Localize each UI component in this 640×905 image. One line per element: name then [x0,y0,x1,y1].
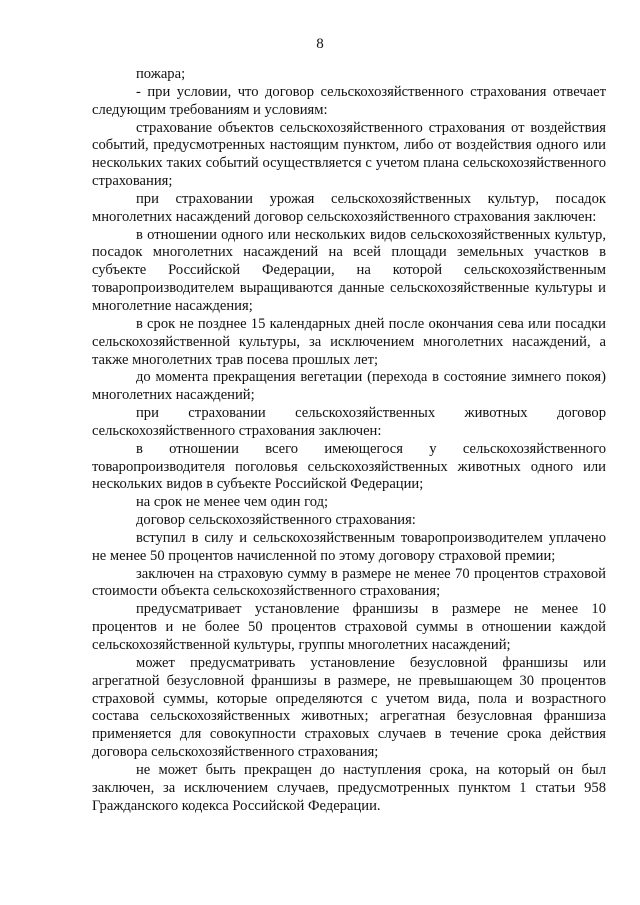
paragraph-7: до момента прекращения вегетации (перехода в состояние зимнего покоя) многолетних насаждений; [92,369,606,404]
document-body [92,66,606,815]
paragraph-4: при страховании урожая сельскохозяйственных культур, посадок многолетних насаждений договор сельскохозяйственного страхования заключен: [92,190,606,225]
paragraph-14: предусматривает установление франшизы в размере не менее 10 процентов и не более 50 процентов страховой суммы в отношении каждой сельскохозяйственной культуры, группы многолетних насаждений; [92,601,606,653]
paragraph-5: в отношении одного или нескольких видов сельскохозяйственных культур, посадок многолетних насаждений на всей площади земельных участков в субъекте Российской Федерации, на которой сельскохозяйственным товаропроизводителем выращиваются данные сельскохозяйственные культуры и многолетние насаждения; [92,226,606,314]
paragraph-15: может предусматривать установление безусловной франшизы или агрегатной безусловной франшизы в размере, не превышающем 30 процентов страховой суммы, которые определяются с учетом вида, пола и возрастного состава сельскохозяйственных животных; агрегатная безусловная франшиза применяется для совокупности страховых случаев в течение срока действия договора сельскохозяйственного страхования; [92,654,606,761]
paragraph-13: заключен на страховую сумму в размере не менее 70 процентов страховой стоимости объекта сельскохозяйственного страхования; [92,565,606,600]
paragraph-12: вступил в силу и сельскохозяйственным товаропроизводителем уплачено не менее 50 процентов начисленной по этому договору страховой премии; [92,529,606,564]
paragraph-9: в отношении всего имеющегося у сельскохозяйственного товаропроизводителя поголовья сельскохозяйственных животных одного или нескольких видов в субъекте Российской Федерации; [92,440,606,493]
paragraph-6: в срок не позднее 15 календарных дней после окончания сева или посадки сельскохозяйственной культуры, за исключением многолетних насаждений, а также многолетних трав посева прошлых лет; [92,315,606,368]
paragraph-16: не может быть прекращен до наступления срока, на который он был заключен, за исключением случаев, предусмотренных пунктом 1 статьи 958 Гражданского кодекса Российской Федерации. [92,761,606,814]
page-number: 8 [316,36,324,52]
paragraph-2: - при условии, что договор сельскохозяйственного страхования отвечает следующим требованиям и условиям: [92,83,606,118]
paragraph-3: страхование объектов сельскохозяйственного страхования от воздействия событий, предусмотренных настоящим пунктом, либо от воздействия одного или нескольких таких событий осуществляется с учетом плана сельскохозяйственного страхования; [92,119,606,190]
paragraph-8: при страховании сельскохозяйственных животных договор сельскохозяйственного страхования заключен: [92,405,606,439]
paragraph-11: договор сельскохозяйственного страхования: [136,512,416,529]
paragraph-10: на срок не менее чем один год; [136,494,329,511]
paragraph-1: пожара; [136,66,186,82]
